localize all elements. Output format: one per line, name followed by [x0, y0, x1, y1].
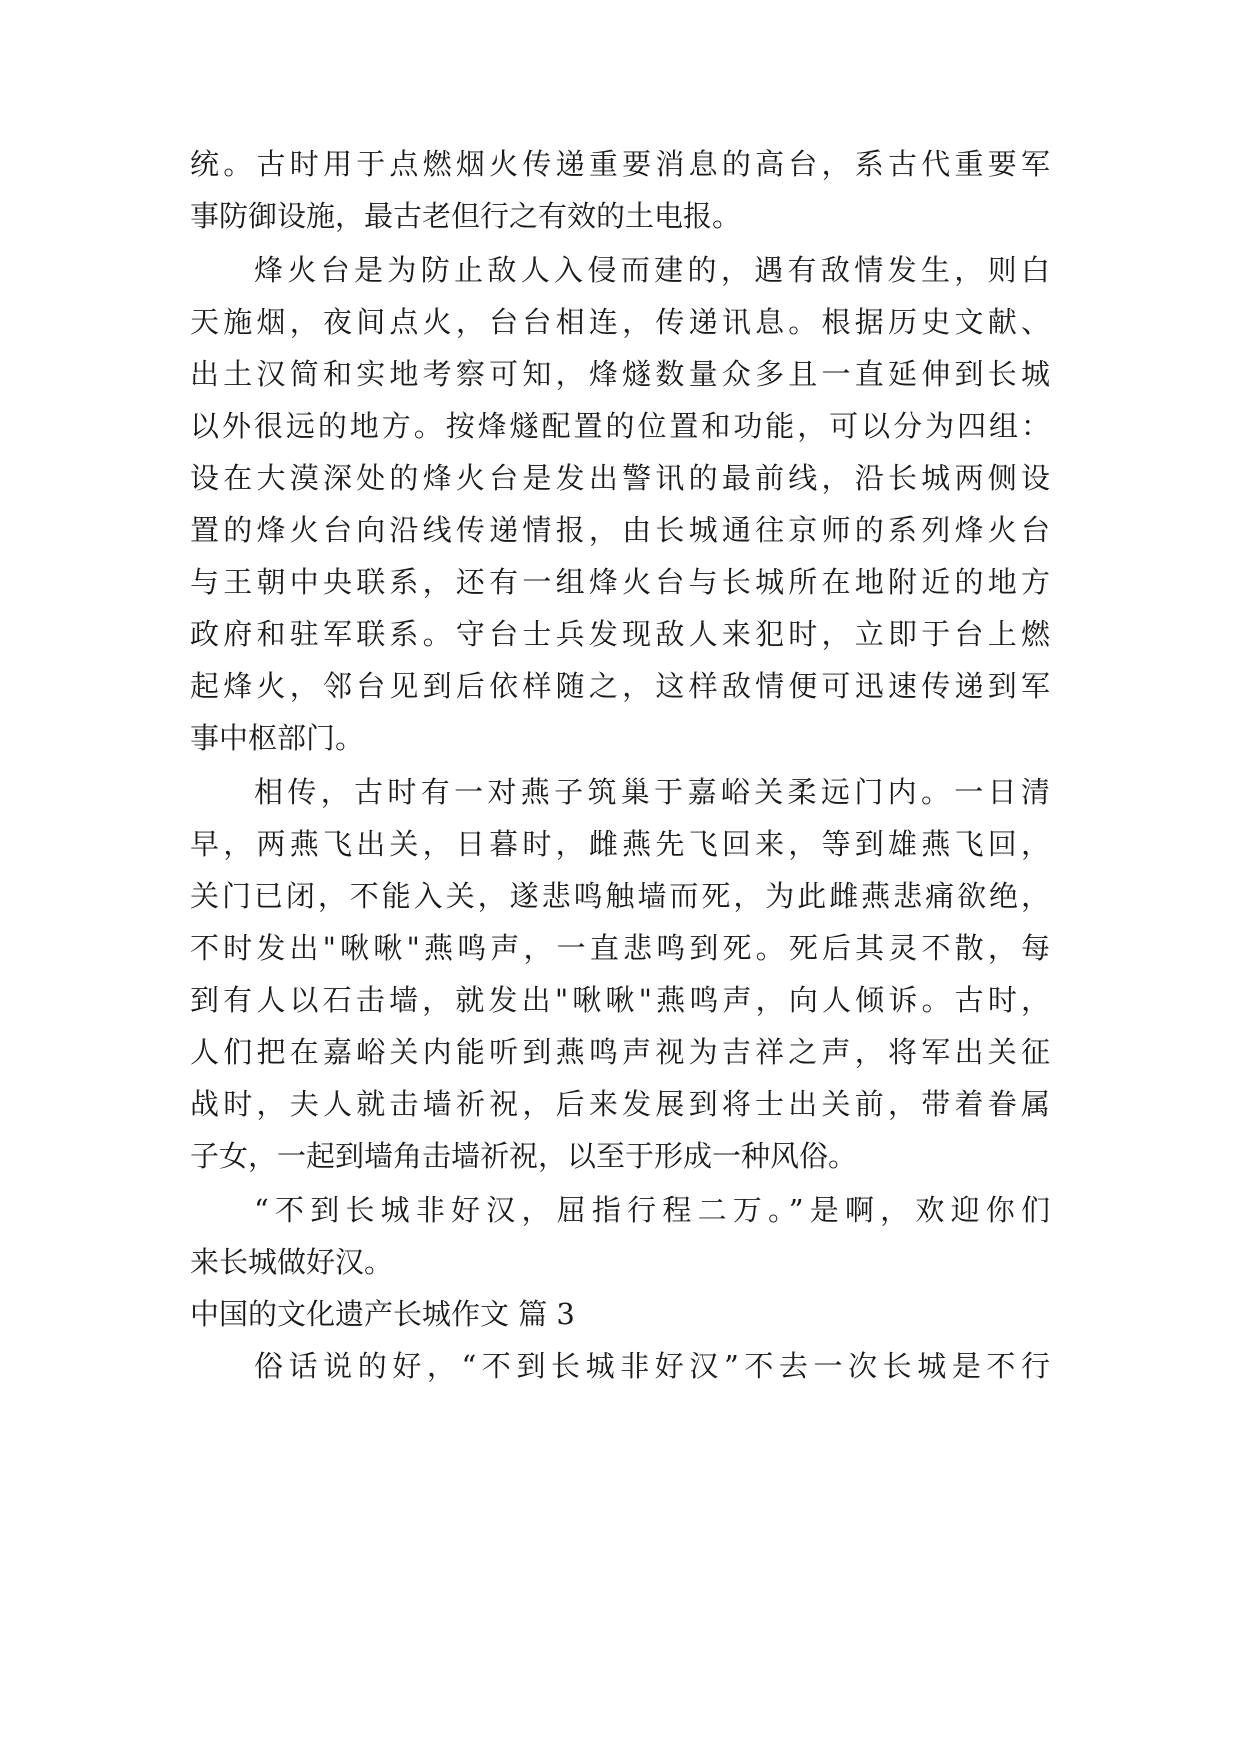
text-line: 早，两燕飞出关，日暮时，雌燕先飞回来，等到雄燕飞回，	[190, 827, 1050, 861]
text-line: 不时发出"啾啾"燕鸣声，一直悲鸣到死。死后其灵不散，每	[190, 931, 1050, 965]
section-heading: 中国的文化遗产长城作文 篇 3	[190, 1297, 575, 1331]
text-line: 起烽火，邻台见到后依样随之，这样敌情便可迅速传递到军	[190, 669, 1050, 703]
paragraph-first-line: 相传，古时有一对燕子筑巢于嘉峪关柔远门内。一日清	[254, 775, 1050, 809]
text-line: 统。古时用于点燃烟火传递重要消息的高台，系古代重要军	[190, 147, 1050, 181]
text-line: 出土汉简和实地考察可知，烽燧数量众多且一直延伸到长城	[190, 357, 1050, 391]
text-line: 战时，夫人就击墙祈祝，后来发展到将士出关前，带着眷属	[190, 1087, 1050, 1121]
paragraph-first-line: 俗话说的好，“不到长城非好汉”不去一次长城是不行	[254, 1349, 1050, 1383]
text-line: 事中枢部门。	[190, 721, 365, 755]
text-line: 到有人以石击墙，就发出"啾啾"燕鸣声，向人倾诉。古时，	[190, 983, 1050, 1017]
text-line: 关门已闭，不能入关，遂悲鸣触墙而死，为此雌燕悲痛欲绝，	[190, 879, 1050, 913]
text-line: 天施烟，夜间点火，台台相连，传递讯息。根据历史文献、	[190, 305, 1050, 339]
text-line: 设在大漠深处的烽火台是发出警讯的最前线，沿长城两侧设	[190, 461, 1050, 495]
paragraph-first-line: 烽火台是为防止敌人入侵而建的，遇有敌情发生，则白	[254, 253, 1050, 287]
text-line: 人们把在嘉峪关内能听到燕鸣声视为吉祥之声，将军出关征	[190, 1035, 1050, 1069]
text-line: 政府和驻军联系。守台士兵发现敌人来犯时，立即于台上燃	[190, 617, 1050, 651]
text-line: 子女，一起到墙角击墙祈祝，以至于形成一种风俗。	[190, 1139, 858, 1173]
text-line: 以外很远的地方。按烽燧配置的位置和功能，可以分为四组：	[190, 409, 1050, 443]
text-line: 与王朝中央联系，还有一组烽火台与长城所在地附近的地方	[190, 565, 1050, 599]
text-line: 事防御设施，最古老但行之有效的土电报。	[190, 199, 742, 233]
text-line: 来长城做好汉。	[190, 1245, 394, 1279]
text-line: 置的烽火台向沿线传递情报，由长城通往京师的系列烽火台	[190, 513, 1050, 547]
paragraph-first-line: “不到长城非好汉，屈指行程二万。”是啊，欢迎你们	[254, 1193, 1050, 1227]
